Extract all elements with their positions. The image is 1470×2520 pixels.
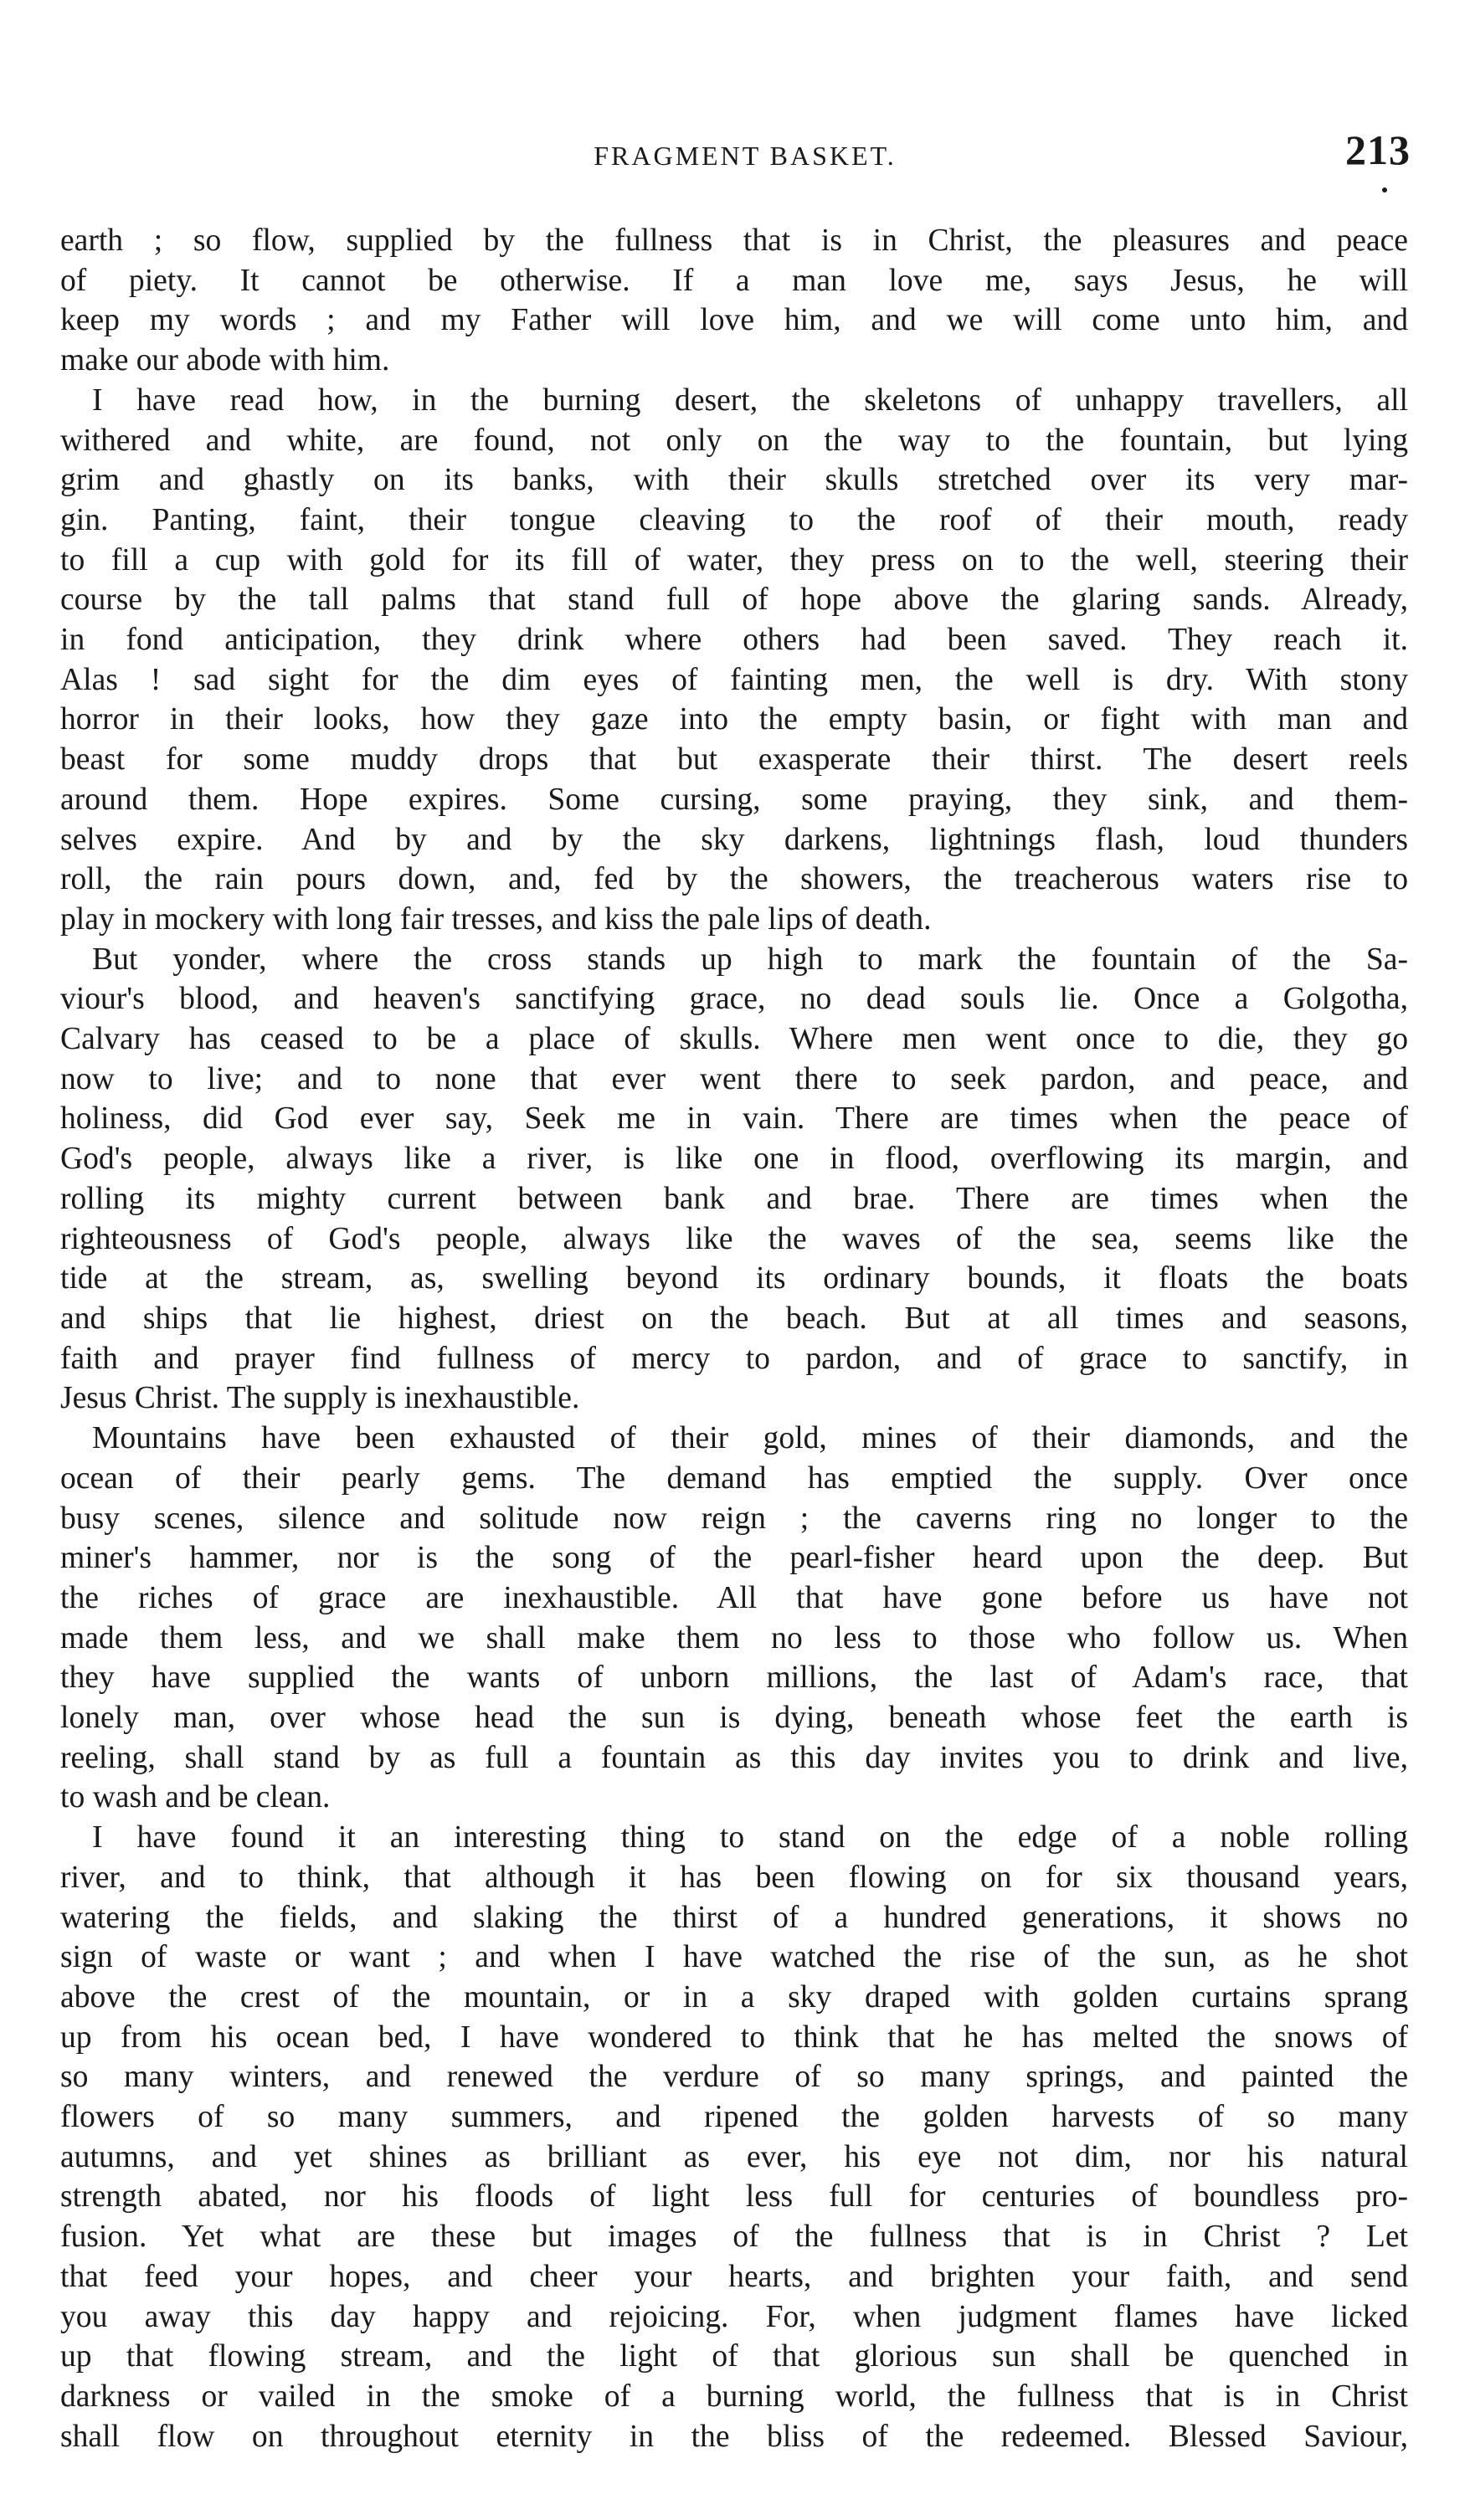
text-line: to wash and be clean. [60, 1780, 331, 1815]
text-line: Jesus Christ. The supply is inexhaustible. [60, 1381, 580, 1416]
text-line: strength abated, nor his floods of light less full for centuries of boundless pro- [60, 2179, 1408, 2215]
text-line: busy scenes, silence and solitude now reign ; the caverns ring no longer to the [60, 1501, 1408, 1536]
paragraph [60, 381, 1408, 940]
text-line: the riches of grace are inexhaustible. All that have gone before us have not [60, 1580, 1408, 1615]
text-line: course by the tall palms that stand full of hope above the glaring sands. Already, [60, 583, 1408, 618]
text-line: beast for some muddy drops that but exasperate their thirst. The desert reels [60, 742, 1408, 778]
text-line: miner's hammer, nor is the song of the pearl-fisher heard upon the deep. But [60, 1541, 1408, 1576]
text-line: sign of waste or want ; and when I have watched the rise of the sun, as he shot [60, 1940, 1408, 1975]
text-line: rolling its mighty current between bank and brae. There are times when the [60, 1181, 1408, 1216]
text-line: tide at the stream, as, swelling beyond its ordinary bounds, it floats the boats [60, 1261, 1408, 1296]
text-line: so many winters, and renewed the verdure of so many springs, and painted the [60, 2060, 1408, 2095]
text-line: river, and to think, that although it has been flowing on for six thousand years, [60, 1860, 1408, 1895]
text-line: they have supplied the wants of unborn millions, the last of Adam's race, that [60, 1660, 1408, 1696]
text-line: earth ; so flow, supplied by the fullness that is in Christ, the pleasures and peace [60, 223, 1408, 258]
text-line: ocean of their pearly gems. The demand has emptied the supply. Over once [60, 1460, 1408, 1496]
text-line: But yonder, where the cross stands up high to mark the fountain of the Sa- [92, 942, 1408, 977]
text-line: Mountains have been exhausted of their gold, mines of their diamonds, and the [92, 1421, 1408, 1456]
text-line: play in mockery with long fair tresses, and kiss the pale lips of death. [60, 901, 932, 937]
text-line: holiness, did God ever say, Seek me in vain. There are times when the peace of [60, 1101, 1408, 1137]
text-line: horror in their looks, how they gaze into the empty basin, or fight with man and [60, 702, 1408, 737]
text-line: Calvary has ceased to be a place of skulls. Where men went once to die, they go [60, 1022, 1408, 1057]
paragraph [60, 1419, 1408, 1818]
text-line: I have found it an interesting thing to stand on the edge of a noble rolling [92, 1820, 1408, 1855]
text-line: that feed your hopes, and cheer your hearts, and brighten your faith, and send [60, 2259, 1408, 2294]
text-line: up from his ocean bed, I have wondered to think that he has melted the snows of [60, 2020, 1408, 2055]
running-title: FRAGMENT BASKET. [594, 141, 897, 171]
text-line: above the crest of the mountain, or in a sky draped with golden curtains sprang [60, 1979, 1408, 2014]
text-line: around them. Hope expires. Some cursing, some praying, they sink, and them- [60, 782, 1408, 817]
paragraph [60, 1818, 1408, 2456]
text-line: and ships that lie highest, driest on the beach. But at all times and seasons, [60, 1301, 1408, 1336]
text-line: autumns, and yet shines as brilliant as ever, his eye not dim, nor his natural [60, 2139, 1408, 2174]
text-line: gin. Panting, faint, their tongue cleaving to the roof of their mouth, ready [60, 502, 1408, 537]
text-line: now to live; and to none that ever went there to seek pardon, and peace, and [60, 1061, 1408, 1096]
text-line: viour's blood, and heaven's sanctifying grace, no dead souls lie. Once a Golgotha, [60, 982, 1408, 1017]
running-header [80, 126, 1411, 184]
text-line: keep my words ; and my Father will love him, and we will come unto him, and [60, 303, 1408, 338]
text-line: make our abode with him. [60, 343, 390, 378]
text-line: God's people, always like a river, is like one in flood, overflowing its margin, and [60, 1142, 1408, 1177]
text-line: Alas ! sad sight for the dim eyes of fainting men, the well is dry. With stony [60, 662, 1408, 697]
paragraph [60, 221, 1408, 381]
text-line: in fond anticipation, they drink where others had been saved. They reach it. [60, 623, 1408, 658]
text-line: I have read how, in the burning desert, the skeletons of unhappy travellers, all [92, 382, 1408, 418]
text-line: watering the fields, and slaking the thirst of a hundred generations, it shows no [60, 1900, 1408, 1935]
text-line: lonely man, over whose head the sun is dying, beneath whose feet the earth is [60, 1701, 1408, 1736]
text-line: fusion. Yet what are these but images of the fullness that is in Christ ? Let [60, 2220, 1408, 2255]
body-text [60, 221, 1408, 2456]
text-line: flowers of so many summers, and ripened the golden harvests of so many [60, 2100, 1408, 2135]
text-line: up that flowing stream, and the light of that glorious sun shall be quenched in [60, 2339, 1408, 2374]
text-line: made them less, and we shall make them no less to those who follow us. When [60, 1620, 1408, 1655]
printer-mark-dot [1382, 187, 1387, 192]
text-line: selves expire. And by and by the sky darkens, lightnings flash, loud thunders [60, 822, 1408, 857]
text-line: reeling, shall stand by as full a fountain as this day invites you to drink and live, [60, 1740, 1408, 1775]
text-line: withered and white, are found, not only on the way to the fountain, but lying [60, 423, 1408, 458]
text-line: shall flow on throughout eternity in the bliss of the redeemed. Blessed Saviour, [60, 2419, 1408, 2454]
page-number: 213 [1345, 126, 1411, 173]
text-line: darkness or vailed in the smoke of a burning world, the fullness that is in Christ [60, 2379, 1408, 2414]
text-line: righteousness of God's people, always like the waves of the sea, seems like the [60, 1221, 1408, 1256]
text-line: roll, the rain pours down, and, fed by the showers, the treacherous waters rise to [60, 862, 1408, 897]
text-line: you away this day happy and rejoicing. For, when judgment flames have licked [60, 2299, 1408, 2334]
text-line: grim and ghastly on its banks, with their skulls stretched over its very mar- [60, 463, 1408, 498]
text-line: to fill a cup with gold for its fill of water, they press on to the well, steering their [60, 542, 1408, 577]
text-line: of piety. It cannot be otherwise. If a man love me, says Jesus, he will [60, 263, 1408, 298]
paragraph [60, 940, 1408, 1419]
text-line: faith and prayer find fullness of mercy to pardon, and of grace to sanctify, in [60, 1341, 1408, 1376]
